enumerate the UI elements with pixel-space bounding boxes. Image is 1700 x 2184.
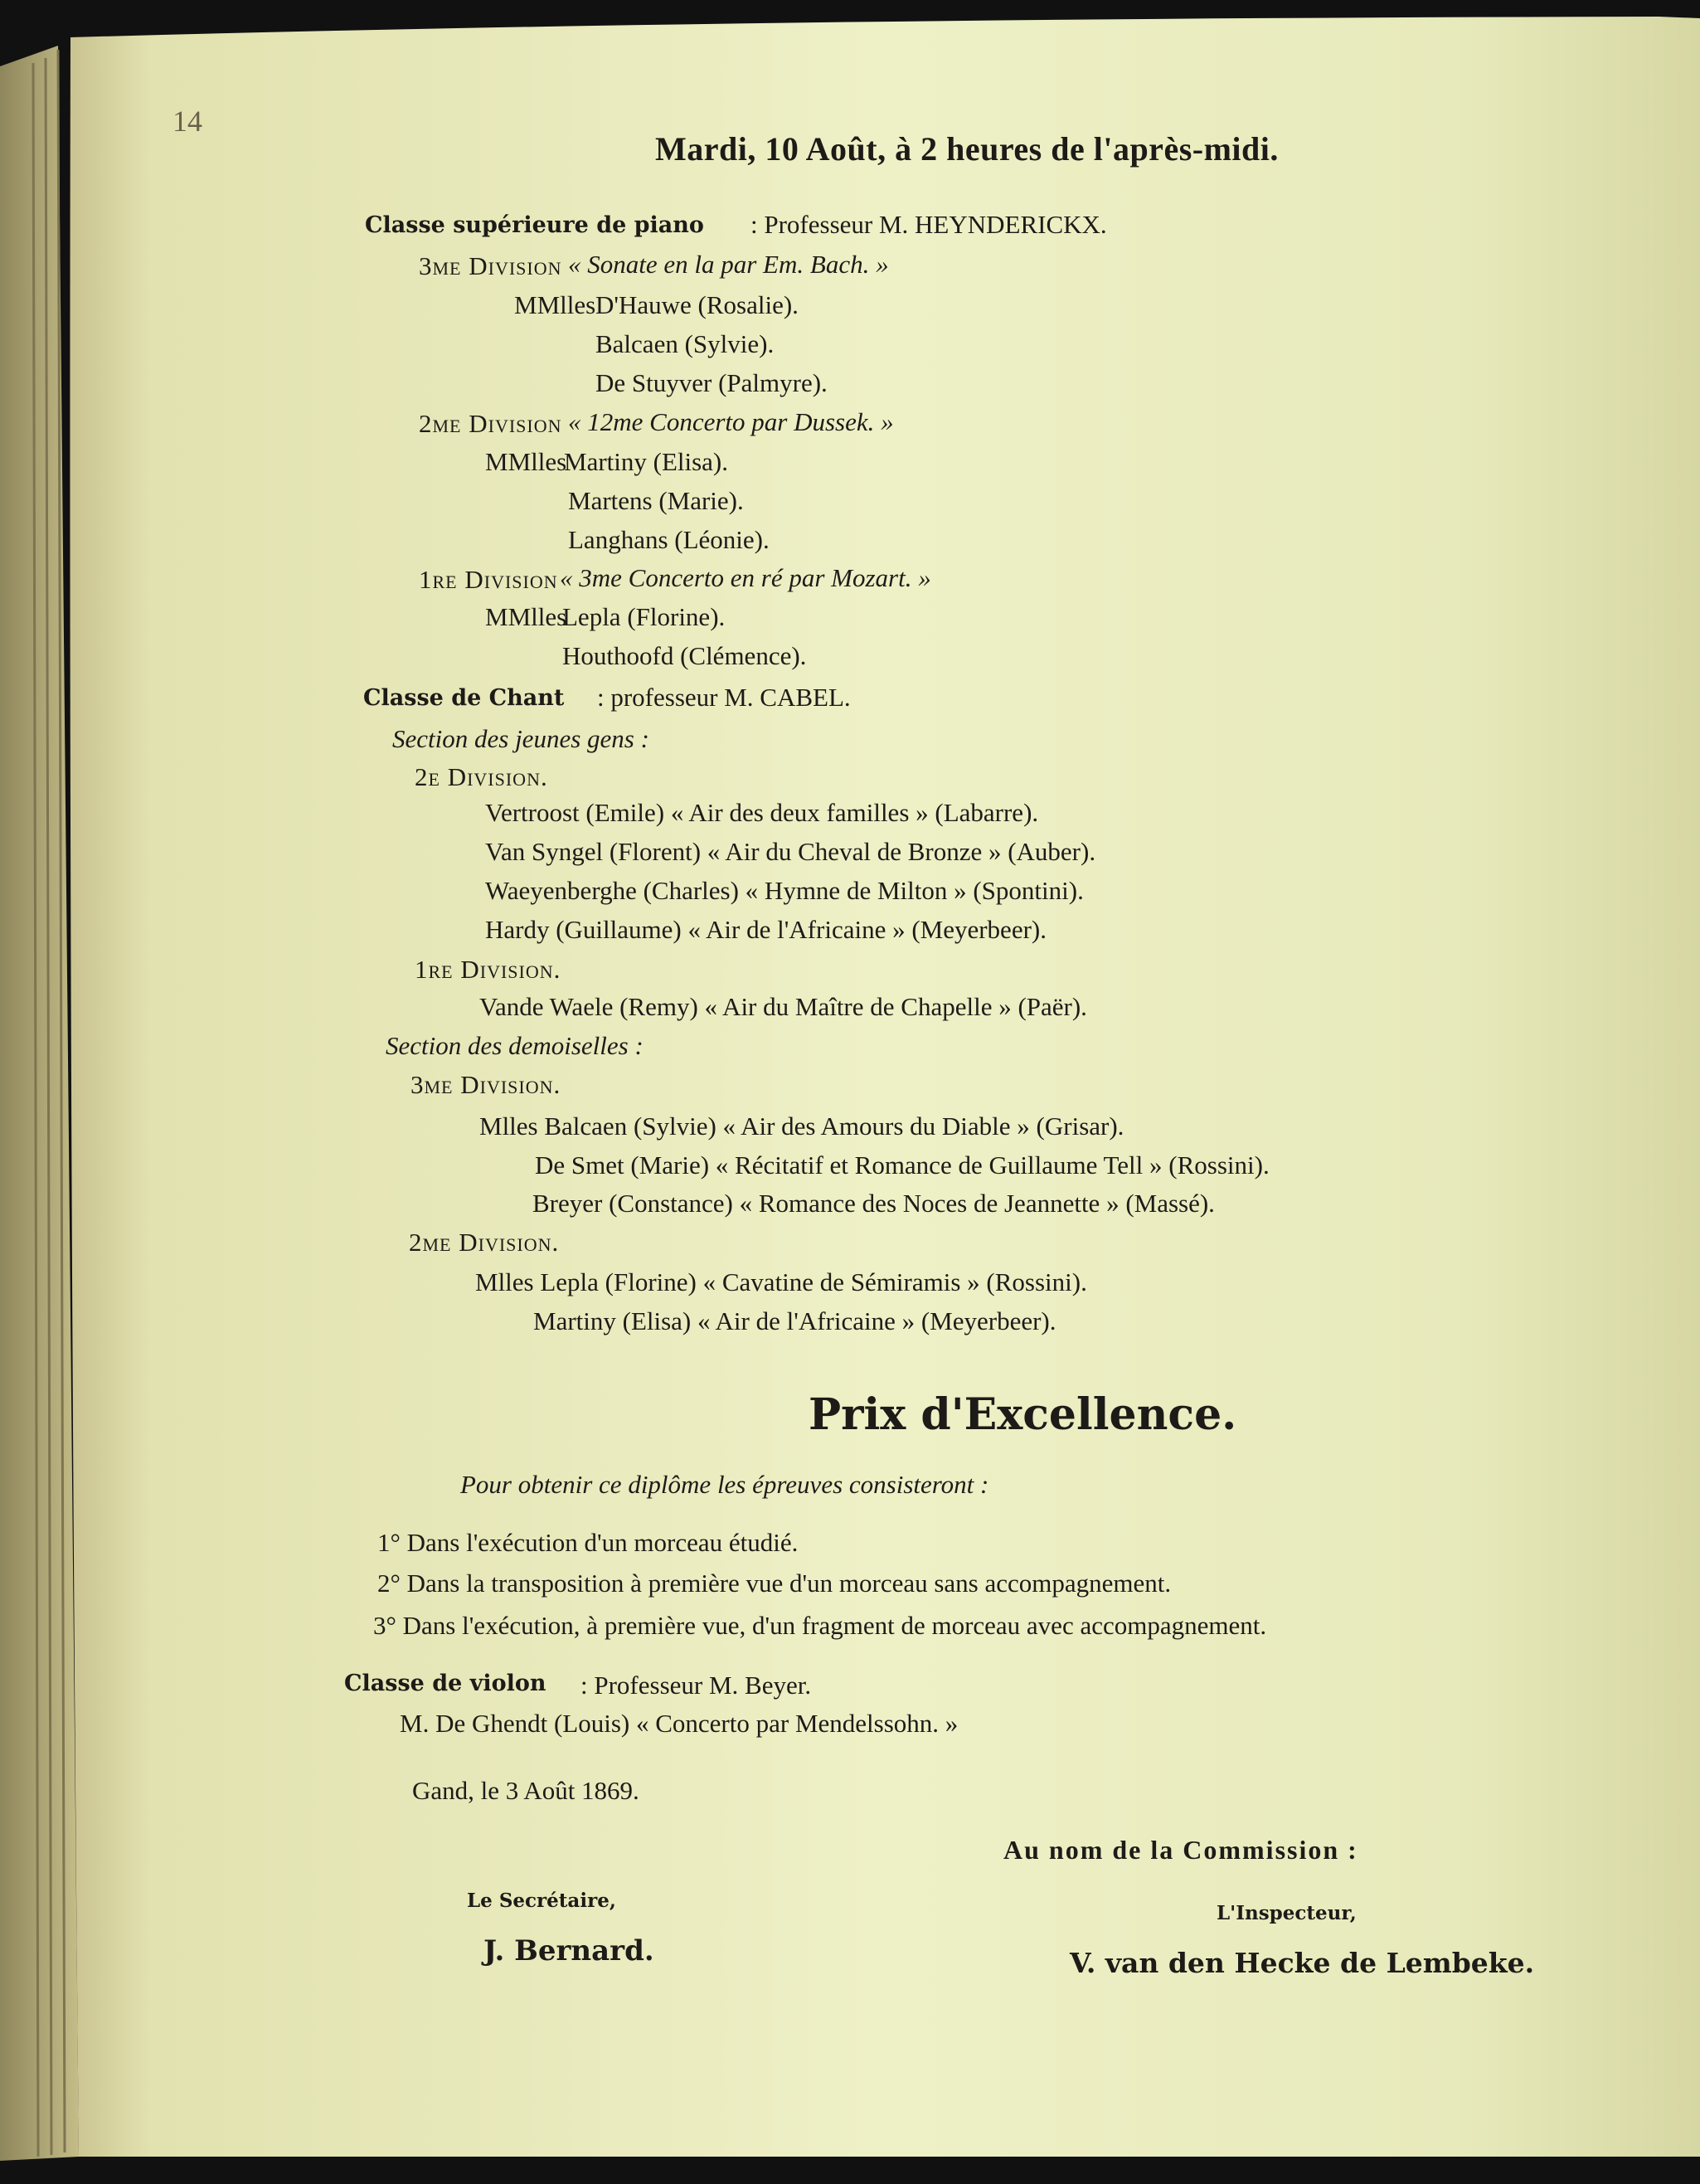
piano-div3-mm: MMlles: [514, 290, 596, 319]
piano-div2-label: 2me Division: [419, 409, 562, 438]
piano-div1-student: Lepla (Florine).: [562, 602, 726, 631]
commission-line: Au nom de la Commission :: [1003, 1835, 1358, 1865]
prix-item: 3° Dans l'exécution, à première vue, d'un fragment de morceau avec accompagnement.: [373, 1611, 1267, 1640]
piano-div3-student: De Stuyver (Palmyre).: [595, 368, 828, 397]
piano-div2-piece: « 12me Concerto par Dussek. »: [568, 407, 894, 436]
chant-women-div3-line: Breyer (Constance) « Romance des Noces de Jeannette » (Massé).: [532, 1189, 1215, 1218]
prix-item: 1° Dans l'exécution d'un morceau étudié.: [377, 1528, 799, 1557]
chant-men-div2-line: Waeyenberghe (Charles) « Hymne de Milton » (Spontini).: [485, 876, 1084, 905]
piano-professor: : Professeur M. HEYNDERICKX.: [750, 210, 1107, 239]
chant-men-div2-label: 2e Division.: [415, 762, 548, 791]
chant-men-div1-label: 1re Division.: [415, 955, 561, 984]
violon-professor: : Professeur M. Beyer.: [580, 1671, 812, 1700]
secretary-title: Le Secrétaire,: [467, 1890, 616, 1912]
piano-div1-student: Houthoofd (Clémence).: [562, 641, 807, 670]
violon-student: M. De Ghendt (Louis) « Concerto par Mendelssohn. »: [400, 1709, 959, 1738]
chant-men-div2-line: Vertroost (Emile) « Air des deux familles » (Labarre).: [485, 798, 1039, 827]
piano-div2-student: Martiny (Elisa).: [564, 447, 729, 476]
violon-class-label: Classe de violon: [344, 1671, 546, 1696]
prix-title: Prix d'Excellence.: [809, 1389, 1237, 1440]
piano-div1-mm: MMlles: [485, 602, 567, 631]
piano-div3-piece: « Sonate en la par Em. Bach. »: [568, 250, 889, 279]
piano-div3-student: Balcaen (Sylvie).: [595, 329, 775, 358]
chant-men-div1-line: Vande Waele (Remy) « Air du Maître de Chapelle » (Paër).: [479, 992, 1087, 1021]
chant-women-div3-line: Mlles Balcaen (Sylvie) « Air des Amours du Diable » (Grisar).: [479, 1111, 1124, 1141]
page-number: 14: [172, 105, 202, 138]
piano-div3-label: 3me Division: [419, 251, 562, 280]
piano-div1-label: 1re Division: [419, 565, 558, 594]
piano-div2-student: Martens (Marie).: [568, 486, 744, 515]
page-title: Mardi, 10 Août, à 2 heures de l'après-midi.: [655, 130, 1279, 168]
chant-women-div2-line: Mlles Lepla (Florine) « Cavatine de Sémiramis » (Rossini).: [475, 1267, 1087, 1296]
chant-section-women: Section des demoiselles :: [386, 1031, 644, 1060]
chant-class-label: Classe de Chant: [363, 685, 565, 711]
prix-intro: Pour obtenir ce diplôme les épreuves consisteront :: [460, 1470, 989, 1499]
prix-item: 2° Dans la transposition à première vue d'un morceau sans accompagnement.: [377, 1569, 1172, 1598]
chant-women-div2-label: 2me Division.: [409, 1228, 560, 1257]
inspector-name: V. van den Hecke de Lembeke.: [1070, 1947, 1535, 1979]
chant-women-div2-line: Martiny (Elisa) « Air de l'Africaine » (Meyerbeer).: [533, 1306, 1056, 1335]
piano-class-label: Classe supérieure de piano: [365, 212, 704, 238]
secretary-name: J. Bernard.: [483, 1934, 654, 1968]
inspector-title: L'Inspecteur,: [1217, 1902, 1357, 1924]
chant-women-div3-label: 3me Division.: [410, 1070, 561, 1099]
piano-div1-piece: « 3me Concerto en ré par Mozart. »: [560, 563, 931, 592]
piano-div2-mm: MMlles: [485, 447, 567, 476]
chant-women-div3-line: De Smet (Marie) « Récitatif et Romance de Guillaume Tell » (Rossini).: [535, 1150, 1270, 1180]
chant-professor: : professeur M. CABEL.: [597, 683, 851, 712]
page-sheet: [70, 17, 1700, 2157]
chant-men-div2-line: Van Syngel (Florent) « Air du Cheval de Bronze » (Auber).: [485, 837, 1096, 866]
chant-section-men: Section des jeunes gens :: [392, 724, 649, 753]
chant-men-div2-line: Hardy (Guillaume) « Air de l'Africaine » (Meyerbeer).: [485, 915, 1047, 944]
piano-div3-student: D'Hauwe (Rosalie).: [595, 290, 799, 319]
date-line: Gand, le 3 Août 1869.: [412, 1776, 639, 1805]
piano-div2-student: Langhans (Léonie).: [568, 525, 770, 554]
